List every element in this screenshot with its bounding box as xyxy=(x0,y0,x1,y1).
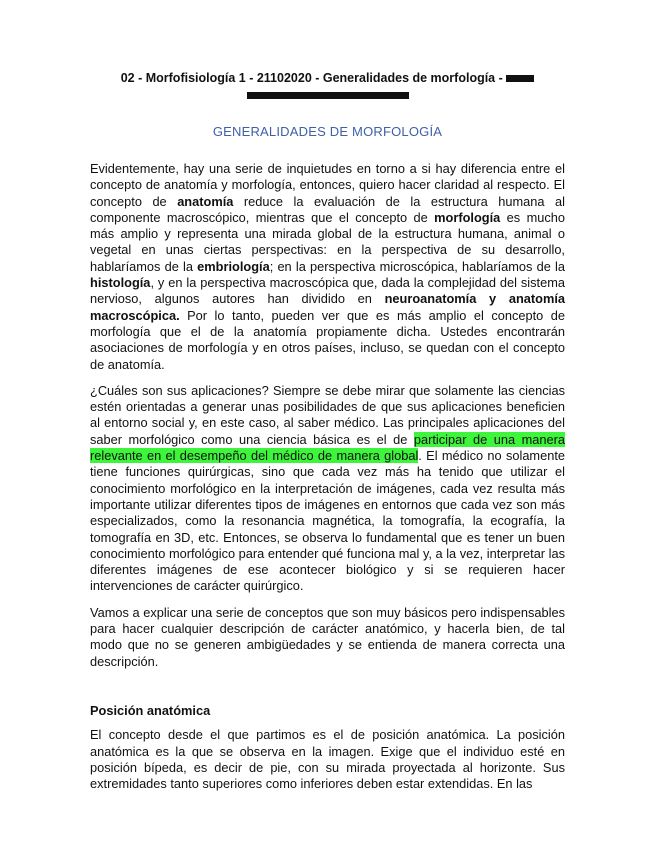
document-subtitle: GENERALIDADES DE MORFOLOGÍA xyxy=(212,124,443,139)
bold-term-embriologia: embriología xyxy=(197,258,270,274)
paragraph-text: Por lo tanto, pueden ver que es más amplio el concepto de morfología que el de la anatomía propiamente dicha. Ustedes encontrarán asociaciones de morfología y en otros países, incluso, se quedan con el concepto de anatomía. xyxy=(90,307,565,372)
paragraph-concepts: Vamos a explicar una serie de conceptos que son muy básicos pero indispensables para hacer cualquier descripción de carácter anatómico, y hacerla bien, de tal modo que no se generen ambigüedades y se entienda de manera correcta una descripción. xyxy=(90,604,565,669)
bold-term-anatomia: anatomía xyxy=(177,193,234,209)
highlighted-text: participar de una manera relevante en el desempeño del médico de manera global xyxy=(90,431,565,464)
paragraph-text: . El médico no solamente tiene funciones quirúrgicas, sino que cada vez más ha tenido que utilizar el conocimiento morfológico en la interpretación de imágenes, cada vez resulta más importante utilizar diferentes tipos de imágenes en entornos que cada vez son más especializados, como la resonancia magnética, la tomografía, la ecografía, la tomografía en 3D, etc. Entonces, se observa lo fundamental que es tener un buen conocimiento morfológico para entender qué funciona mal y, a la vez, interpretar las diferentes imágenes de ese acontecer biológico y si se requieren hacer intervenciones de carácter quirúrgico. xyxy=(90,448,565,594)
redacted-name-mark xyxy=(506,75,534,82)
document-title: 02 - Morfofisiología 1 - 21102020 - Generalidades de morfología - xyxy=(120,71,503,85)
paragraph-text: Evidentemente, hay una serie de inquietudes en torno a si hay diferencia entre el concepto de anatomía y morfología, entonces, quiero hacer claridad al respecto. El concepto de xyxy=(90,161,565,209)
bold-term-morfologia: morfología xyxy=(434,209,501,225)
paragraph-text: , y en la perspectiva macroscópica que, dada la complejidad del sistema nervioso, algunos autores han dividido en xyxy=(90,275,565,307)
paragraph-posicion-anatomica: El concepto desde el que partimos es el de posición anatómica. La posición anatómica es la que se observa en la imagen. Exige que el individuo esté en posición bípeda, es decir de pie, con su mirada proyectada al horizonte. Sus extremidades tanto superiores como inferiores deben estar extendidas. En las xyxy=(90,727,565,792)
document-header xyxy=(90,70,565,104)
section-title-posicion-anatomica: Posición anatómica xyxy=(90,702,211,718)
redacted-name-line xyxy=(247,92,409,99)
paragraph-text: ¿Cuáles son sus aplicaciones? Siempre se debe mirar que solamente las ciencias estén orientadas a generar unas posibilidades de que sus aplicaciones beneficien al entorno social y, en este caso, al saber médico. Las principales aplicaciones del saber morfológico como una ciencia básica es el de xyxy=(90,382,565,447)
paragraph-text: es mucho más amplio y representa una mirada global de la estructura humana, animal o vegetal en unas ciertas perspectivas: en la perspectiva de su desarrollo, hablaríamos de la xyxy=(90,209,565,274)
paragraph-text: reduce la evaluación de la estructura humana al componente macroscópico, mientras que el concepto de xyxy=(90,193,565,225)
document-body xyxy=(90,161,565,802)
paragraph-definitions xyxy=(90,161,565,373)
paragraph-applications xyxy=(90,383,565,595)
bold-term-neuroanatomia: neuroanatomía y anatomía macroscópica. xyxy=(90,291,566,323)
bold-term-histologia: histología xyxy=(90,275,151,291)
paragraph-text: ; en la perspectiva microscópica, hablaríamos de la xyxy=(269,258,566,274)
